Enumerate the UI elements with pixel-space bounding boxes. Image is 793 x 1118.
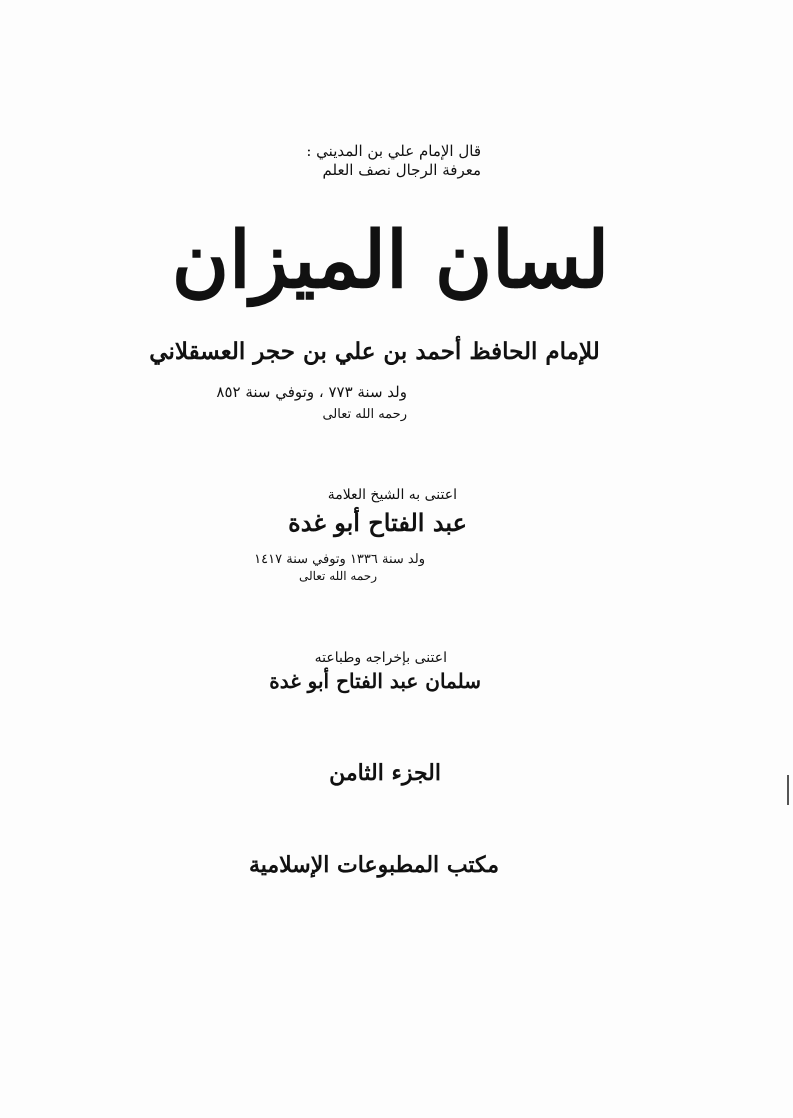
editor-mercy: رحمه الله تعالى — [298, 569, 377, 583]
press-name: مكتب المطبوعات الإسلامية — [248, 852, 499, 878]
quote-line-2: معرفة الرجال نصف العلم — [322, 160, 481, 179]
publisher-person-name: سلمان عبد الفتاح أبو غدة — [269, 669, 481, 693]
scan-margin-mark — [787, 775, 789, 805]
editor-intro: اعتنى به الشيخ العلامة — [327, 487, 457, 503]
author-dates: ولد سنة ٧٧٣ ، وتوفي سنة ٨٥٢ — [216, 383, 407, 401]
volume-label: الجزء الثامن — [329, 760, 441, 786]
book-title — [0, 215, 793, 306]
quote-line-1: قال الإمام علي بن المديني : — [306, 142, 481, 160]
editor-name: عبد الفتاح أبو غدة — [288, 508, 467, 537]
author-line — [0, 338, 793, 367]
author-mercy: رحمه الله تعالى — [322, 407, 407, 422]
quote-block — [306, 142, 481, 180]
author-name: للإمام الحافظ أحمد بن علي بن حجر العسقلاني — [149, 338, 600, 365]
editor-dates: ولد سنة ١٣٣٦ وتوفي سنة ١٤١٧ — [254, 552, 425, 567]
book-title-text: لسان الميزان — [171, 215, 610, 306]
publisher-intro: اعتنى بإخراجه وطباعته — [314, 650, 447, 666]
